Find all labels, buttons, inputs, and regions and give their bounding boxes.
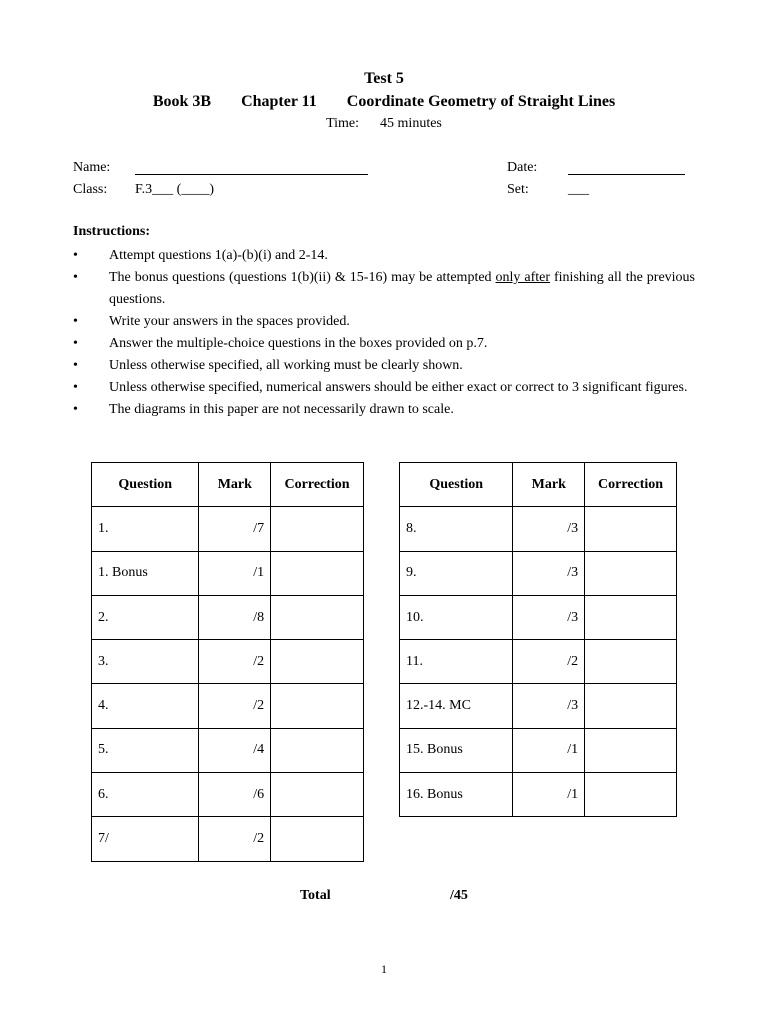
correction-cell[interactable] [585, 640, 677, 684]
mark-cell: /3 [513, 507, 585, 551]
mark-cell: /7 [199, 507, 271, 551]
correction-cell[interactable] [585, 551, 677, 595]
instructions-heading: Instructions: [73, 224, 151, 239]
mark-cell: /3 [513, 551, 585, 595]
mark-cell: /1 [513, 728, 585, 772]
total-label: Total [300, 888, 331, 903]
correction-cell[interactable] [585, 684, 677, 728]
book-label: Book 3B [152, 93, 212, 110]
instruction-item: • Attempt questions 1(a)-(b)(i) and 2-14. [73, 245, 695, 267]
mark-cell: /2 [199, 684, 271, 728]
question-cell: 3. [92, 640, 199, 684]
question-cell: 5. [92, 728, 199, 772]
question-cell: 12.-14. MC [400, 684, 513, 728]
table-header-row [400, 463, 677, 507]
mark-cell: /2 [513, 640, 585, 684]
date-field[interactable] [568, 174, 685, 175]
table-row [400, 551, 677, 595]
bullet-icon: • [73, 314, 78, 329]
mark-cell: /2 [199, 640, 271, 684]
bullet-icon: • [73, 358, 78, 373]
correction-cell[interactable] [271, 595, 364, 639]
class-field[interactable]: F.3___ (____) [135, 182, 214, 197]
table-row [400, 507, 677, 551]
topic-label: Coordinate Geometry of Straight Lines [346, 93, 616, 110]
table-row [92, 507, 364, 551]
correction-cell[interactable] [585, 728, 677, 772]
question-cell: 16. Bonus [400, 773, 513, 817]
time-value: 45 minutes [380, 116, 442, 131]
table-row [400, 640, 677, 684]
bullet-icon: • [73, 248, 78, 263]
table-row [400, 773, 677, 817]
name-label: Name: [73, 160, 111, 175]
question-cell: 10. [400, 595, 513, 639]
time-line [0, 116, 768, 132]
table-row [92, 684, 364, 728]
bullet-icon: • [73, 402, 78, 417]
marks-table-right [399, 462, 677, 817]
mark-cell: /3 [513, 684, 585, 728]
date-label: Date: [507, 160, 538, 175]
page-number: 1 [381, 962, 387, 976]
instruction-item: • Unless otherwise specified, all working must be clearly shown. [73, 355, 695, 377]
mark-header: Mark [199, 463, 271, 507]
test-title: Test 5 [364, 70, 404, 87]
correction-cell[interactable] [271, 728, 364, 772]
correction-header: Correction [271, 463, 364, 507]
correction-header: Correction [585, 463, 677, 507]
name-field[interactable] [135, 174, 368, 175]
correction-cell[interactable] [271, 551, 364, 595]
table-row [92, 595, 364, 639]
correction-cell[interactable] [585, 595, 677, 639]
chapter-label: Chapter 11 [241, 93, 317, 110]
instruction-item: • Write your answers in the spaces provided. [73, 311, 695, 333]
marks-table-left [91, 462, 364, 862]
table-row [400, 595, 677, 639]
correction-cell[interactable] [271, 817, 364, 861]
question-cell: 4. [92, 684, 199, 728]
mark-cell: /4 [199, 728, 271, 772]
table-row [92, 817, 364, 861]
question-cell: 7/ [92, 817, 199, 861]
correction-cell[interactable] [271, 684, 364, 728]
question-cell: 1. Bonus [92, 551, 199, 595]
question-cell: 8. [400, 507, 513, 551]
question-header: Question [400, 463, 513, 507]
table-header-row [92, 463, 364, 507]
question-cell: 15. Bonus [400, 728, 513, 772]
bullet-icon: • [73, 270, 78, 285]
mark-cell: /2 [199, 817, 271, 861]
time-label: Time: [326, 116, 360, 131]
instruction-item: • Answer the multiple-choice questions in the boxes provided on p.7. [73, 333, 695, 355]
question-header: Question [92, 463, 199, 507]
mark-cell: /3 [513, 595, 585, 639]
table-row [400, 728, 677, 772]
correction-cell[interactable] [271, 773, 364, 817]
underlined-text: only after [495, 270, 551, 285]
question-cell: 9. [400, 551, 513, 595]
set-field[interactable]: ___ [568, 182, 589, 197]
table-row [92, 640, 364, 684]
bullet-icon: • [73, 336, 78, 351]
instruction-item: • The bonus questions (questions 1(b)(ii) & 15-16) may be attempted only after finishing all the previous questions. [73, 267, 695, 311]
question-cell: 6. [92, 773, 199, 817]
table-row [92, 551, 364, 595]
total-value: /45 [450, 888, 468, 903]
correction-cell[interactable] [271, 507, 364, 551]
mark-cell: /6 [199, 773, 271, 817]
mark-cell: /1 [513, 773, 585, 817]
instruction-item: • The diagrams in this paper are not necessarily drawn to scale. [73, 399, 695, 421]
instructions-list [73, 245, 695, 421]
correction-cell[interactable] [585, 507, 677, 551]
chapter-heading [0, 93, 768, 111]
table-row [400, 684, 677, 728]
question-cell: 2. [92, 595, 199, 639]
question-cell: 1. [92, 507, 199, 551]
mark-header: Mark [513, 463, 585, 507]
mark-cell: /1 [199, 551, 271, 595]
class-label: Class: [73, 182, 108, 197]
mark-cell: /8 [199, 595, 271, 639]
table-row [92, 773, 364, 817]
bullet-icon: • [73, 380, 78, 395]
correction-cell[interactable] [271, 640, 364, 684]
instruction-item: • Unless otherwise specified, numerical answers should be either exact or correct to 3 significant figures. [73, 377, 695, 399]
table-row [92, 728, 364, 772]
set-label: Set: [507, 182, 529, 197]
correction-cell[interactable] [585, 773, 677, 817]
question-cell: 11. [400, 640, 513, 684]
